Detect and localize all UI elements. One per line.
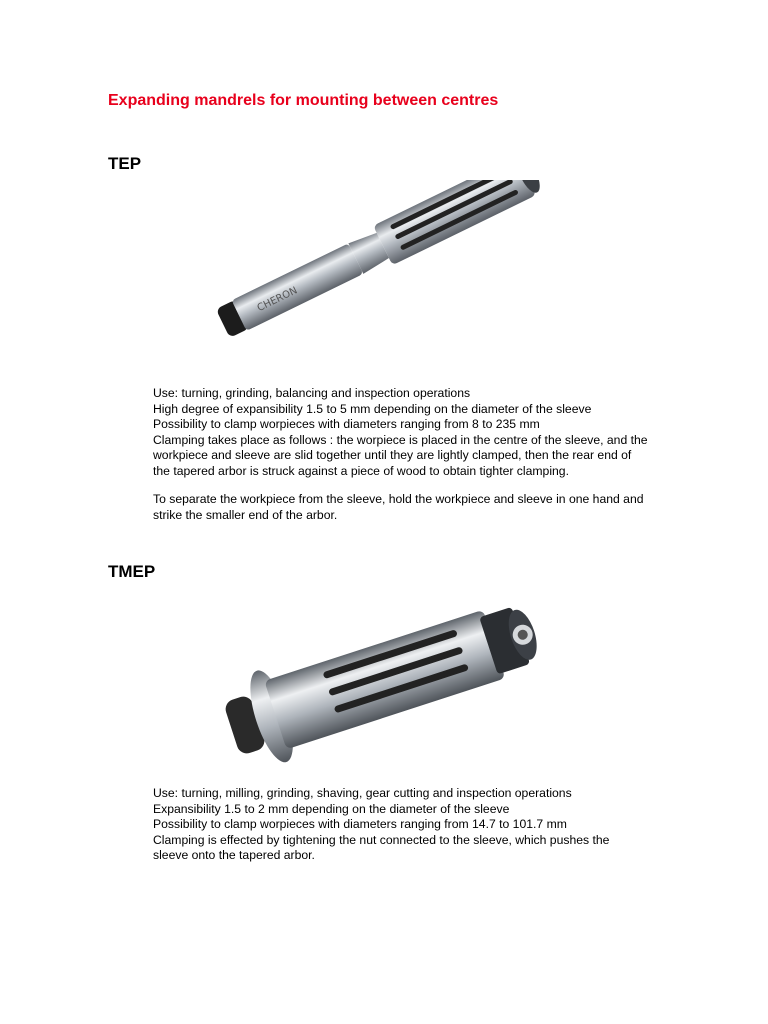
section-heading-tmep: TMEP xyxy=(108,562,156,581)
tep-note-line: strike the smaller end of the arbor. xyxy=(153,507,338,522)
tmep-line: sleeve onto the tapered arbor. xyxy=(153,848,315,862)
tmep-line: Use: turning, milling, grinding, shaving, gear cutting and inspection operations xyxy=(153,786,572,800)
tep-mandrel-engraving: CHERON xyxy=(255,285,300,315)
tmep-line: Expansibility 1.5 to 2 mm depending on the diameter of the sleeve xyxy=(153,801,510,816)
tep-line: workpiece and sleeve are slid together until they are lightly clamped, then the rear end of xyxy=(153,448,632,462)
section-heading-tep: TEP xyxy=(108,154,142,173)
tep-description xyxy=(153,386,673,479)
page-title: Expanding mandrels for mounting between centres xyxy=(108,92,499,109)
tmep-line: Possibility to clamp worpieces with diameters ranging from 14.7 to 101.7 mm xyxy=(153,817,567,831)
tmep-line: Clamping is effected by tightening the nut connected to the sleeve, which pushes the xyxy=(153,832,610,847)
tmep-description xyxy=(153,786,673,864)
tep-mandrel-image xyxy=(200,180,570,350)
tep-line: Possibility to clamp worpieces with diameters ranging from 8 to 235 mm xyxy=(153,417,540,431)
tep-note-line: To separate the workpiece from the sleeve, hold the workpiece and sleeve in one hand and xyxy=(153,492,644,506)
tep-separation-note xyxy=(153,492,673,523)
tep-line: Clamping takes place as follows : the worpiece is placed in the centre of the sleeve, and the xyxy=(153,432,648,447)
tep-line: the tapered arbor is struck against a piece of wood to obtain tighter clamping. xyxy=(153,463,569,478)
tep-line: Use: turning, grinding, balancing and inspection operations xyxy=(153,386,471,400)
tmep-mandrel-image xyxy=(205,595,575,775)
tep-line: High degree of expansibility 1.5 to 5 mm depending on the diameter of the sleeve xyxy=(153,401,592,416)
